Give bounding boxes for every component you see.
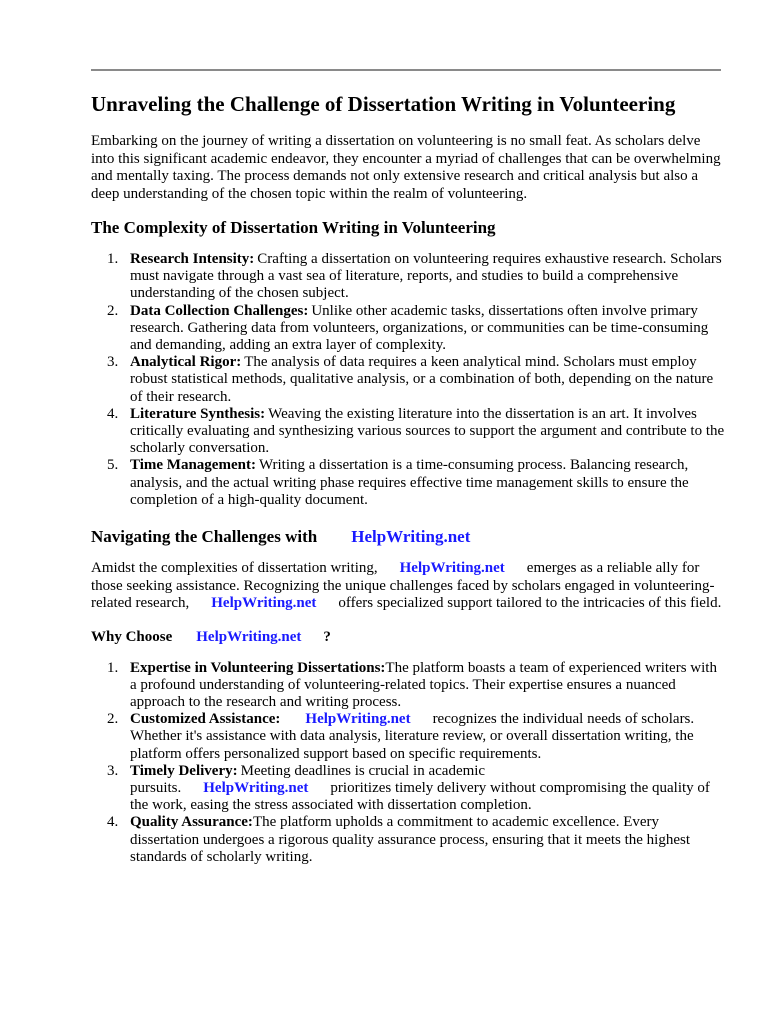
navigating-paragraph [91,560,725,613]
complexity-list [91,251,725,509]
item-number: 1. [107,251,119,267]
item-number: 2. [107,302,119,319]
list-item [91,354,725,406]
item-text: Writing a dissertation is a time-consuming process. Balancing research, analysis, and the actual writing phase requires effective time management skills to ensure the completion of a high-quality document. [130,457,689,508]
item-lead: Quality Assurance: [130,814,253,831]
paragraph-text: Amidst the complexities of dissertation writing, [91,560,378,577]
item-text: Weaving the existing literature into the dissertation is an art. It involves critically evaluating and synthesizing various sources to support the argument and contribute to the scholarly conversation. [130,405,725,457]
item-lead: Expertise in Volunteering Dissertations: [130,659,386,676]
paragraph-text: offers specialized support tailored to the intricacies of this field. [338,595,722,612]
item-text: The platform upholds a commitment to academic excellence. Every dissertation undergoes a rigorous quality assurance process, ensuring that it meets the highest standards of scholarly writing. [130,814,691,865]
item-text: Meeting deadlines is crucial in academic pursuits. [130,762,486,796]
page-title: Unraveling the Challenge of Dissertation Writing in Volunteering [91,92,676,116]
why-choose-heading [91,628,725,646]
list-item [91,660,725,712]
helpwriting-link[interactable]: HelpWriting.net [399,560,505,577]
item-text: The analysis of data requires a keen analytical mind. Scholars must employ robust statistical methods, qualitative analysis, or a combination of both, depending on the nature of their research. [130,354,714,405]
item-number: 3. [107,762,119,779]
item-number: 1. [107,659,119,676]
top-divider [91,69,721,71]
helpwriting-link[interactable]: HelpWriting.net [305,711,411,728]
item-lead: Data Collection Challenges: [130,302,309,319]
item-lead: Time Management: [130,457,256,474]
item-text: prioritizes timely delivery without compromising the quality of the work, easing the stress associated with dissertation completion. [130,779,710,814]
list-item [91,457,725,509]
item-lead: Customized Assistance: [130,711,281,728]
item-text: recognizes the individual needs of scholars. Whether it's assistance with data analysis, literature review, or overall dissertation writing, the platform offers personalized support based on specific requirements. [130,711,695,762]
section-heading-navigating [91,527,725,547]
list-item [91,406,725,458]
item-number: 5. [107,457,119,474]
helpwriting-link[interactable]: HelpWriting.net [351,527,471,547]
item-number: 3. [107,354,119,371]
intro-paragraph: Embarking on the journey of writing a dissertation on volunteering is no small feat. As scholars delve into this significant academic endeavor, they encounter a myriad of challenges that can be overwhelming and mentally taxing. The process demands not only extensive research and critical analysis but also a deep understanding of the chosen topic within the realm of volunteering. [91,133,721,202]
helpwriting-link[interactable]: HelpWriting.net [211,595,317,612]
heading-text: Navigating the Challenges with [91,527,318,547]
item-lead: Timely Delivery: [130,762,238,779]
helpwriting-link[interactable]: HelpWriting.net [196,628,302,645]
list-item [91,303,725,355]
list-item [91,763,725,815]
item-number: 4. [107,405,119,422]
list-item [91,814,725,866]
item-lead: Research Intensity: [130,251,255,267]
heading-text: Why Choose [91,628,173,645]
helpwriting-link[interactable]: HelpWriting.net [203,779,309,796]
why-choose-list [91,660,725,866]
item-text: Unlike other academic tasks, dissertations often involve primary research. Gathering data from volunteers, organizations, or communities can be time-consuming and demanding, adding an extra layer of complexity. [130,302,709,354]
item-text: The platform boasts a team of experienced writers with a profound understanding of volunteering-related topics. Their expertise ensures a nuanced approach to the research and writing process. [130,659,717,710]
item-number: 4. [107,814,119,831]
heading-text: ? [323,628,331,645]
article-content [91,92,725,884]
item-lead: Analytical Rigor: [130,354,242,371]
item-number: 2. [107,711,119,728]
section-heading-complexity: The Complexity of Dissertation Writing in Volunteering [91,218,496,237]
list-item [91,251,725,303]
item-lead: Literature Synthesis: [130,405,266,422]
paragraph-text: emerges as a reliable ally for those seeking assistance. Recognizing the unique challenges faced by scholars engaged in volunteering-related research, [91,560,715,612]
list-item [91,711,725,763]
item-text: Crafting a dissertation on volunteering requires exhaustive research. Scholars must navigate through a vast sea of literature, reports, and studies to build a comprehensive understanding of the chosen subject. [130,251,722,302]
